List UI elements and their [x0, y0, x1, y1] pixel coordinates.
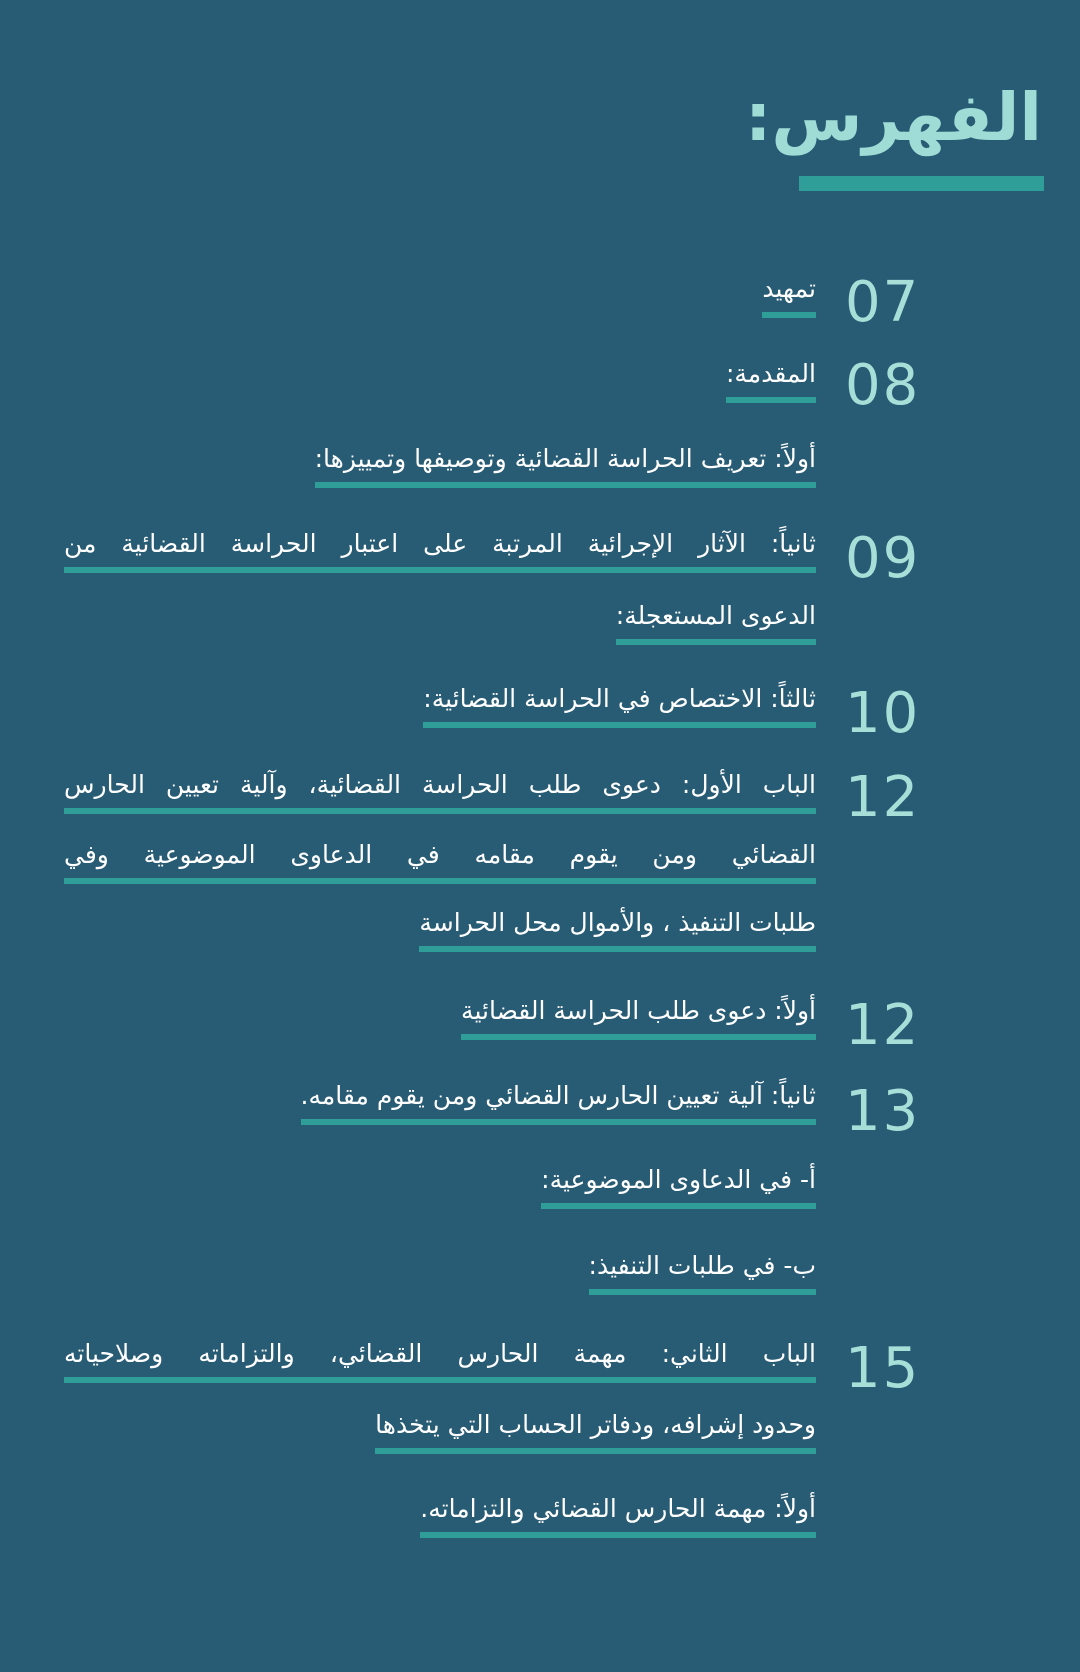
- page-number: 08: [845, 353, 921, 418]
- toc-entry[interactable]: أولاً: تعريف الحراسة القضائية وتوصيفها وتمييزها:: [315, 444, 816, 488]
- toc-entry[interactable]: ثانياً: الآثار الإجرائية المرتبة على اعتبار الحراسة القضائية من: [64, 529, 816, 573]
- toc-entry[interactable]: أ- في الدعاوى الموضوعية:: [541, 1165, 816, 1209]
- toc-title: الفهرس:: [745, 79, 1042, 156]
- toc-entry-continued[interactable]: طلبات التنفيذ ، والأموال محل الحراسة: [419, 908, 816, 952]
- page-number: 09: [845, 526, 921, 591]
- page-number: 13: [845, 1079, 921, 1144]
- page-number: 10: [845, 681, 921, 746]
- toc-entry[interactable]: تمهيد: [762, 274, 816, 318]
- toc-entry[interactable]: أولاً: دعوى طلب الحراسة القضائية: [461, 996, 816, 1040]
- page-number: 12: [845, 765, 921, 830]
- toc-entry-continued[interactable]: الدعوى المستعجلة:: [616, 601, 816, 645]
- toc-entry[interactable]: ثانياً: آلية تعيين الحارس القضائي ومن يقوم مقامه.: [301, 1081, 817, 1125]
- toc-entry[interactable]: الباب الأول: دعوى طلب الحراسة القضائية، وآلية تعيين الحارس: [64, 770, 816, 814]
- toc-entry[interactable]: أولاً: مهمة الحارس القضائي والتزاماته.: [420, 1494, 816, 1538]
- toc-entry[interactable]: ب- في طلبات التنفيذ:: [589, 1251, 816, 1295]
- toc-entry[interactable]: ثالثاً: الاختصاص في الحراسة القضائية:: [423, 684, 816, 728]
- toc-entry[interactable]: الباب الثاني: مهمة الحارس القضائي، والتزاماته وصلاحياته: [64, 1339, 816, 1383]
- toc-entry[interactable]: المقدمة:: [726, 359, 816, 403]
- title-underline: [799, 176, 1044, 191]
- page-number: 07: [845, 270, 921, 335]
- toc-entry-continued[interactable]: وحدود إشرافه، ودفاتر الحساب التي يتخذها: [375, 1410, 816, 1454]
- page-number: 15: [845, 1336, 921, 1401]
- toc-entry-continued[interactable]: القضائي ومن يقوم مقامه في الدعاوى الموضوعية وفي: [64, 840, 816, 884]
- page-number: 12: [845, 993, 921, 1058]
